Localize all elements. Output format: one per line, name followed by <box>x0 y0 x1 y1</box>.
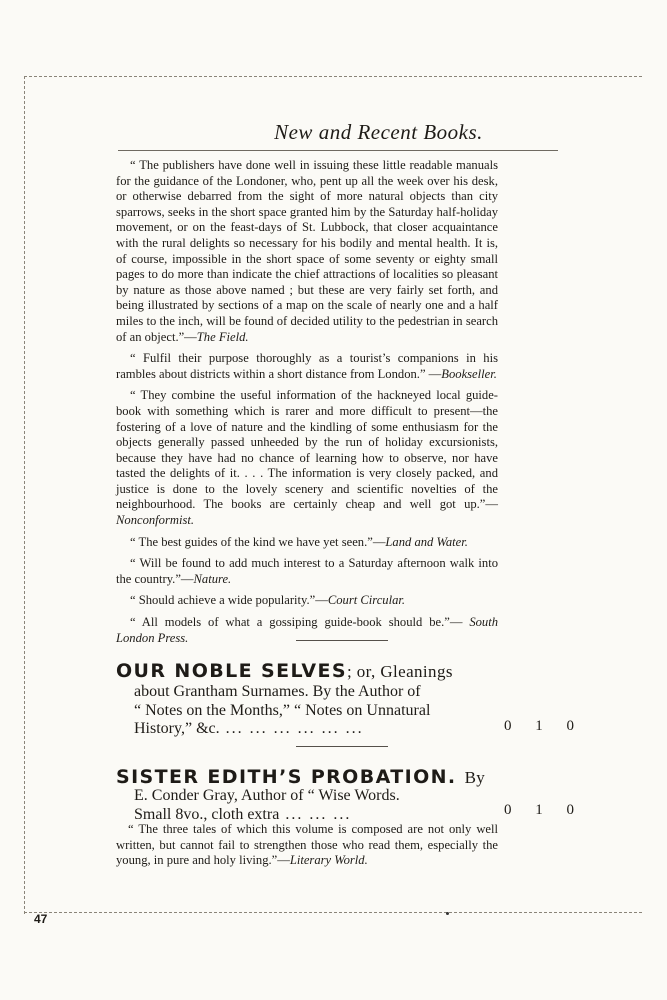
book-title-sister-ediths-probation: SISTER EDITH’S PROBATION. By <box>116 766 486 788</box>
quote-source: The Field. <box>196 329 249 344</box>
page-frame-bottom-rule <box>24 912 642 913</box>
running-title: New and Recent Books. <box>274 120 483 144</box>
press-quote: “ They combine the useful information of the hackneyed local guide-book with something which is rarer and more difficult to present—the fostering of a love of nature and the kindling of some enthusiasm for the objects generally passed unheeded by the run of holiday excursionists, because they have had no chance of learning how to observe, nor have tasted the delights of it. . . . The information is very closely packed, and justice is done to the lovely scenery and scientific novelties of the neighbourhood. The books are certainly cheap and well got up.”—Nonconformist. <box>116 388 498 528</box>
press-quote: “ Should achieve a wide popularity.”—Court Circular. <box>130 593 406 608</box>
price: 0 1 0 <box>504 802 584 818</box>
quote-source: Land and Water. <box>385 534 468 549</box>
book-review-quote: “ The three tales of which this volume is composed are not only well written, but cannot fail to strengthen those who read them, especially the young, in pure and holy living.”—Literary World. <box>116 822 498 868</box>
quote-source: South London Press. <box>116 615 498 645</box>
press-quote: “ The publishers have done well in issuing these little readable manuals for the guidance of the Londoner, who, pent up all the week over his desk, or otherwise debarred from the sight of more natural objects than city sparrows, seeks in the short space granted him by the Saturday half-holiday movement, or on the feast-days of St. Lubbock, that closer acquaintance with the rural delights so necessary for his bodily and mental health. It is, of course, impossible in the short space of some seventy or eighty small pages to do more than indicate the chief attractions of localities so pleasant by nature as those above named ; but these are very fairly set forth, and being illustrated by sections of a map on the scale of nearly one and a half miles to the inch, will be found of decided utility to the pedestrian in search of an object.”—The Field. <box>116 158 498 344</box>
page-frame-top-rule <box>24 76 642 77</box>
page-frame-left-rule <box>24 76 25 914</box>
leader-dots: ... ... ... <box>279 805 352 823</box>
quote-source: Nonconformist. <box>116 513 195 528</box>
press-notices <box>116 158 498 652</box>
press-quote: “ Fulfil their purpose thoroughly as a tourist’s companions in his rambles about districts within a short distance from London.” —Bookseller. <box>116 351 498 381</box>
book-title-our-noble-selves: OUR NOBLE SELVES; or, Gleanings <box>116 660 453 682</box>
price: 0 1 0 <box>504 718 584 734</box>
press-quote: “ Will be found to add much interest to a Saturday afternoon walk into the country.”—Nature. <box>116 556 498 586</box>
quote-source: Bookseller. <box>441 366 497 381</box>
book-description: about Grantham Surnames. By the Author of “ Notes on the Months,” “ Notes on Unnatural History,” &c. ... ... ... ... ... ... <box>134 683 431 737</box>
header-rule <box>118 150 558 151</box>
quote-source: Literary World. <box>289 853 368 868</box>
press-quote: “ The best guides of the kind we have yet seen.”—Land and Water. <box>130 534 468 549</box>
press-quote: “ All models of what a gossiping guide-book should be.”— South London Press. <box>116 615 498 645</box>
page-number: 47 <box>34 912 48 926</box>
print-dot <box>446 912 449 915</box>
section-divider <box>296 746 388 747</box>
leader-dots: ... ... ... ... ... ... <box>219 720 364 737</box>
book-description: E. Conder Gray, Author of “ Wise Words. Small 8vo., cloth extra ... ... ... <box>134 787 400 823</box>
quote-source: Court Circular. <box>327 593 406 608</box>
section-divider <box>296 640 388 641</box>
quote-source: Nature. <box>193 571 232 586</box>
